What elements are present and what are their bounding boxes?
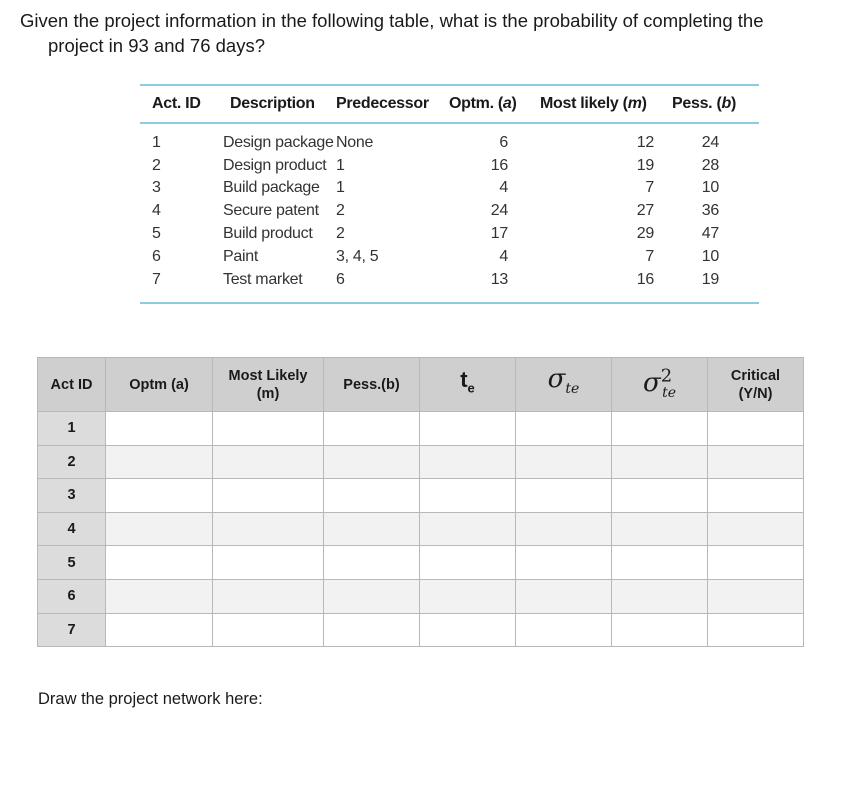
row-pessimistic: 28 <box>701 156 719 174</box>
answer-input-cell[interactable] <box>106 479 213 513</box>
answer-input-cell[interactable] <box>420 546 516 580</box>
answer-input-cell[interactable] <box>213 613 324 647</box>
answer-input-cell[interactable] <box>106 579 213 613</box>
answer-input-cell[interactable] <box>516 445 612 479</box>
answer-input-cell[interactable] <box>106 613 213 647</box>
row-optimistic: 17 <box>490 225 508 243</box>
answer-input-cell[interactable] <box>516 613 612 647</box>
project-info-table <box>140 84 759 304</box>
answer-header-pess: Pess.(b) <box>324 358 420 412</box>
row-description: Test market <box>223 270 303 288</box>
answer-row <box>38 613 804 647</box>
header-act-id: Act. ID <box>152 95 201 112</box>
answer-row-id: 1 <box>38 412 106 446</box>
answer-row-id: 4 <box>38 512 106 546</box>
answer-input-cell[interactable] <box>708 613 804 647</box>
answer-input-cell[interactable] <box>324 412 420 446</box>
header-description: Description <box>230 95 315 112</box>
answer-input-cell[interactable] <box>420 479 516 513</box>
answer-row <box>38 512 804 546</box>
answer-header-variance: $\sigma^2_{te}$ <box>612 358 708 412</box>
answer-header-row <box>38 358 804 412</box>
answer-input-cell[interactable] <box>708 512 804 546</box>
answer-header-act-id: Act ID <box>38 358 106 412</box>
answer-header-sigma: $\sigma_{te}$ <box>516 358 612 412</box>
info-header-row <box>140 86 759 122</box>
question-line-2: project in 93 and 76 days? <box>48 35 266 56</box>
answer-input-cell[interactable] <box>420 579 516 613</box>
info-rows <box>140 124 759 292</box>
answer-input-cell[interactable] <box>324 512 420 546</box>
answer-input-cell[interactable] <box>708 479 804 513</box>
row-description: Design package <box>223 133 334 151</box>
answer-header-optm: Optm (a) <box>106 358 213 412</box>
answer-input-cell[interactable] <box>213 512 324 546</box>
answer-input-cell[interactable] <box>213 546 324 580</box>
answer-input-cell[interactable] <box>106 412 213 446</box>
row-predecessor: 1 <box>336 156 345 174</box>
network-prompt: Draw the project network here: <box>38 690 263 708</box>
answer-input-cell[interactable] <box>324 579 420 613</box>
answer-input-cell[interactable] <box>213 579 324 613</box>
row-most-likely: 16 <box>636 270 654 288</box>
answer-input-cell[interactable] <box>612 546 708 580</box>
answer-input-cell[interactable] <box>213 445 324 479</box>
answer-row <box>38 479 804 513</box>
row-most-likely: 7 <box>645 247 654 265</box>
answer-input-cell[interactable] <box>612 579 708 613</box>
row-act-id: 4 <box>152 202 161 220</box>
answer-header-critical: Critical (Y/N) <box>708 358 804 412</box>
row-predecessor: 6 <box>336 270 345 288</box>
answer-input-cell[interactable] <box>516 412 612 446</box>
row-description: Design product <box>223 156 327 174</box>
answer-input-cell[interactable] <box>420 445 516 479</box>
row-act-id: 5 <box>152 225 161 243</box>
row-predecessor: None <box>336 133 374 151</box>
row-predecessor: 3, 4, 5 <box>336 247 379 265</box>
answer-input-cell[interactable] <box>213 412 324 446</box>
info-row <box>140 200 759 223</box>
row-optimistic: 6 <box>499 133 508 151</box>
answer-input-cell[interactable] <box>324 479 420 513</box>
answer-row <box>38 579 804 613</box>
answer-input-cell[interactable] <box>612 412 708 446</box>
header-optimistic: Optm. (a) <box>449 95 517 112</box>
answer-input-cell[interactable] <box>516 479 612 513</box>
answer-input-cell[interactable] <box>708 579 804 613</box>
answer-input-cell[interactable] <box>612 479 708 513</box>
answer-input-cell[interactable] <box>612 613 708 647</box>
answer-input-cell[interactable] <box>612 512 708 546</box>
header-predecessor: Predecessor <box>336 95 429 112</box>
answer-input-cell[interactable] <box>420 613 516 647</box>
row-predecessor: 2 <box>336 202 345 220</box>
row-optimistic: 4 <box>499 179 508 197</box>
answer-table <box>37 357 804 647</box>
answer-input-cell[interactable] <box>106 512 213 546</box>
answer-input-cell[interactable] <box>213 479 324 513</box>
header-pessimistic: Pess. (b) <box>672 95 737 112</box>
row-pessimistic: 47 <box>701 225 719 243</box>
answer-input-cell[interactable] <box>708 546 804 580</box>
row-most-likely: 12 <box>636 133 654 151</box>
answer-header-te: $t_e$ <box>420 358 516 412</box>
row-most-likely: 7 <box>645 179 654 197</box>
info-row <box>140 132 759 155</box>
row-optimistic: 24 <box>490 202 508 220</box>
row-description: Build package <box>223 179 320 197</box>
row-optimistic: 16 <box>490 156 508 174</box>
row-optimistic: 4 <box>499 247 508 265</box>
answer-input-cell[interactable] <box>420 512 516 546</box>
row-pessimistic: 19 <box>701 270 719 288</box>
info-row <box>140 177 759 200</box>
row-most-likely: 29 <box>636 225 654 243</box>
row-pessimistic: 36 <box>701 202 719 220</box>
answer-input-cell[interactable] <box>324 445 420 479</box>
question-line-1: Given the project information in the following table, what is the probability of completing the <box>20 10 764 31</box>
row-act-id: 7 <box>152 270 161 288</box>
answer-input-cell[interactable] <box>516 579 612 613</box>
question-text <box>20 8 830 58</box>
row-predecessor: 2 <box>336 225 345 243</box>
answer-row-id: 5 <box>38 546 106 580</box>
row-most-likely: 27 <box>636 202 654 220</box>
row-description: Build product <box>223 225 313 243</box>
answer-row <box>38 412 804 446</box>
info-row <box>140 154 759 177</box>
answer-input-cell[interactable] <box>324 546 420 580</box>
row-pessimistic: 24 <box>701 133 719 151</box>
answer-row <box>38 546 804 580</box>
row-optimistic: 13 <box>490 270 508 288</box>
answer-input-cell[interactable] <box>612 445 708 479</box>
answer-row-id: 3 <box>38 479 106 513</box>
info-row <box>140 245 759 268</box>
row-most-likely: 19 <box>636 156 654 174</box>
answer-input-cell[interactable] <box>708 445 804 479</box>
row-description: Paint <box>223 247 258 265</box>
row-act-id: 1 <box>152 133 161 151</box>
header-most-likely: Most likely (m) <box>540 95 647 112</box>
answer-row <box>38 445 804 479</box>
info-row <box>140 268 759 291</box>
answer-input-cell[interactable] <box>106 445 213 479</box>
row-predecessor: 1 <box>336 179 345 197</box>
row-act-id: 6 <box>152 247 161 265</box>
answer-input-cell[interactable] <box>708 412 804 446</box>
answer-header-most-likely: Most Likely (m) <box>213 358 324 412</box>
row-act-id: 2 <box>152 156 161 174</box>
answer-input-cell[interactable] <box>420 412 516 446</box>
row-act-id: 3 <box>152 179 161 197</box>
row-description: Secure patent <box>223 202 319 220</box>
answer-row-id: 6 <box>38 579 106 613</box>
info-row <box>140 223 759 246</box>
answer-row-id: 7 <box>38 613 106 647</box>
table-bottom-rule <box>140 302 759 304</box>
answer-input-cell[interactable] <box>324 613 420 647</box>
answer-row-id: 2 <box>38 445 106 479</box>
row-pessimistic: 10 <box>701 247 719 265</box>
answer-input-cell[interactable] <box>106 546 213 580</box>
answer-input-cell[interactable] <box>516 512 612 546</box>
answer-input-cell[interactable] <box>516 546 612 580</box>
row-pessimistic: 10 <box>701 179 719 197</box>
